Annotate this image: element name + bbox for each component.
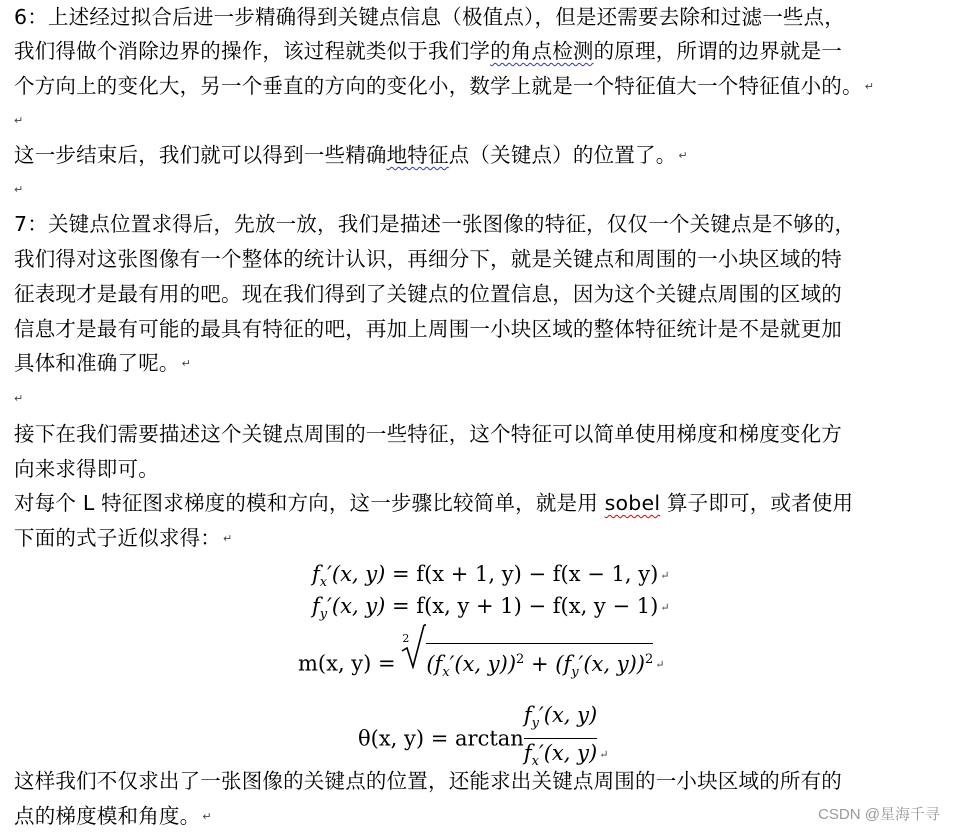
m-term-a: (f — [426, 652, 443, 676]
formula-fy-rhs: = f(x, y + 1) − f(x, y − 1) — [385, 594, 659, 618]
formula-theta-lhs: θ(x, y) = arctan — [358, 726, 524, 751]
para7-line3-text: 征表现才是最有用的吧。现在我们得到了关键点的位置信息，因为这个关键点周围的区域的 — [14, 282, 842, 306]
next-line2-text: 向来求得即可。 — [14, 457, 159, 481]
after6-text-c: 点（关键点）的位置了。 — [448, 143, 677, 167]
grad-line1 — [14, 488, 853, 518]
formula-fx-sub: x — [319, 575, 328, 590]
paragraph-mark-icon: ↵ — [202, 810, 212, 823]
paragraph-mark-icon: ↵ — [660, 600, 670, 614]
formula-fy-f: f — [312, 594, 320, 618]
para7-line1 — [14, 209, 855, 239]
sqrt-body — [426, 643, 653, 687]
grad-line1-text-a: 对每个 L 特征图求梯度的模和方向，这一步骤比较简单，就是用 — [14, 491, 605, 515]
grammar-underlined-text: 的角点检测 — [490, 39, 594, 63]
para6-line3 — [14, 71, 874, 101]
paragraph-mark-icon: ↵ — [14, 114, 24, 127]
paragraph-mark-icon: ↵ — [599, 748, 609, 761]
paragraph-mark-icon: ↵ — [660, 568, 670, 582]
fraction-bar — [524, 738, 597, 739]
empty-line — [14, 106, 23, 136]
grammar-underlined-text: 地特征 — [386, 143, 449, 167]
para6-line2-text-c: 的原理，所谓的边界就是一 — [593, 39, 843, 63]
theta-den-f: f — [523, 741, 532, 765]
m-term-b-args: ′(x, y)) — [578, 652, 645, 676]
paragraph-mark-icon: ↵ — [14, 392, 24, 405]
formula-fx-args: ′(x, y) — [327, 562, 386, 586]
grad-line2-text: 下面的式子近似求得： — [14, 526, 221, 550]
theta-num-f: f — [523, 703, 532, 727]
final-line1-text: 这样我们不仅求出了一张图像的关键点的位置，还能求出关键点周围的一小块区域的所有的 — [14, 769, 842, 793]
m-term-a-args: ′(x, y)) — [449, 652, 517, 676]
spellcheck-underlined-text: sobel — [604, 491, 661, 515]
root-index: 2 — [402, 632, 410, 645]
m-term-b: + (f — [524, 652, 572, 676]
empty-line — [14, 384, 23, 414]
m-term-a-square: 2 — [516, 652, 525, 667]
para6-line2 — [14, 36, 842, 66]
theta-den-sub: x — [531, 754, 539, 769]
para6-line3-text: 个方向上的变化大，另一个垂直的方向的变化小，数学上就是一个特征值大一个特征值小的。 — [14, 74, 863, 98]
theta-numerator — [524, 702, 597, 737]
next-line1-text: 接下在我们需要描述这个关键点周围的一些特征，这个特征可以简单使用梯度和梯度变化方 — [14, 422, 842, 446]
theta-denominator — [524, 740, 597, 775]
para7-line5-text: 具体和准确了呢。 — [14, 351, 180, 375]
para7-line4 — [14, 314, 842, 344]
theta-num-sub: y — [531, 716, 539, 731]
m-term-a-sub: x — [442, 665, 450, 680]
formula-m-lhs: m(x, y) = — [298, 651, 403, 676]
para7-line5 — [14, 348, 191, 378]
para7-line3 — [14, 279, 842, 309]
paragraph-mark-icon: ↵ — [181, 357, 192, 370]
final-line2-text: 点的梯度模和角度。 — [14, 804, 201, 828]
paragraph-mark-icon: ↵ — [678, 149, 688, 162]
para7-line2 — [14, 244, 842, 274]
formula-magnitude — [298, 632, 665, 687]
paragraph-mark-icon: ↵ — [14, 183, 24, 196]
after6-line — [14, 140, 688, 170]
after6-text-a: 这一步结束后，我们就可以得到一些精确 — [14, 143, 387, 167]
para7-line1-text: 7：关键点位置求得后，先放一放，我们是描述一张图像的特征，仅仅一个关键点是不够的， — [14, 212, 856, 236]
theta-fraction — [524, 702, 597, 775]
formula-fy-sub: y — [319, 607, 328, 622]
formula-fy — [312, 592, 670, 629]
sqrt-symbol — [402, 632, 654, 687]
paragraph-mark-icon: ↵ — [864, 80, 875, 93]
para7-line4-text: 信息才是最有可能的最具有特征的吧，再加上周围一小块区域的整体特征统计是不是就更加 — [14, 317, 842, 341]
m-term-b-square: 2 — [645, 652, 654, 667]
para7-line2-text: 我们得对这张图像有一个整体的统计认识，再细分下，就是关键点和周围的一小块区域的特 — [14, 247, 842, 271]
para6-line1-text: 6：上述经过拟合后进一步精确得到关键点信息（极值点），但是还需要去除和过滤一些点， — [14, 5, 845, 29]
formula-fx-f: f — [312, 562, 320, 586]
paragraph-mark-icon: ↵ — [655, 658, 665, 671]
para6-line2-text-a: 我们得做个消除边界的操作，该过程就类似于我们学 — [14, 39, 491, 63]
m-term-b-sub: y — [571, 665, 579, 680]
formula-theta — [358, 702, 608, 775]
next-line2 — [14, 454, 159, 484]
formula-fx-rhs: = f(x + 1, y) − f(x − 1, y) — [385, 562, 659, 586]
theta-den-args: ′(x, y) — [538, 741, 598, 765]
formula-fy-args: ′(x, y) — [327, 594, 386, 618]
theta-num-args: ′(x, y) — [538, 703, 598, 727]
final-line2 — [14, 801, 212, 831]
csdn-watermark: CSDN @星海千寻 — [818, 806, 940, 823]
next-line1 — [14, 419, 842, 449]
grad-line1-text-c: 算子即可，或者使用 — [660, 491, 854, 515]
paragraph-mark-icon: ↵ — [223, 532, 233, 545]
para6-line1 — [14, 2, 845, 32]
empty-line — [14, 175, 23, 205]
grad-line2 — [14, 523, 232, 553]
